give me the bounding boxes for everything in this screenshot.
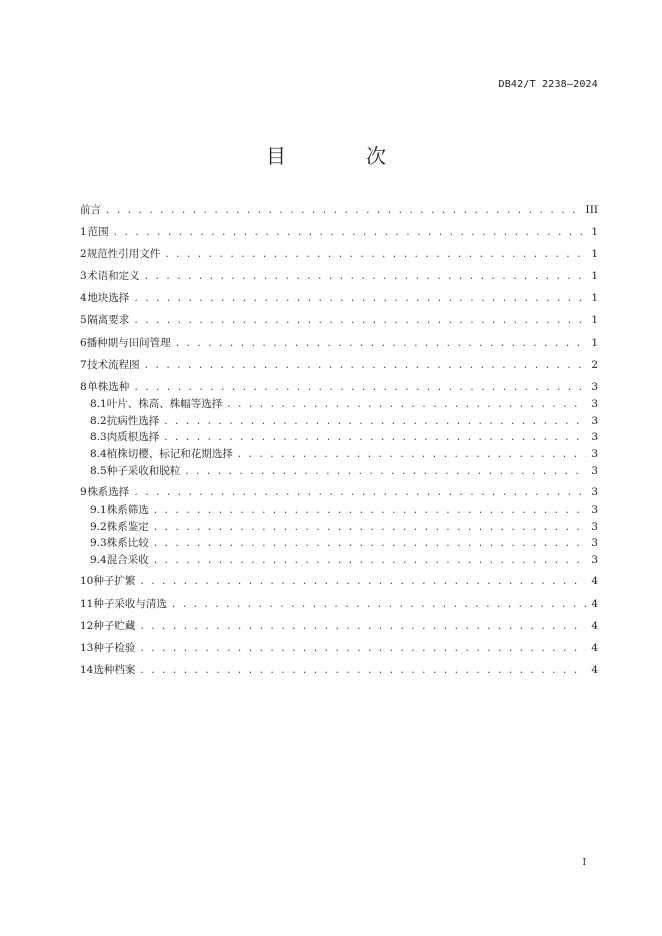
toc-subentry[interactable] (90, 396, 598, 410)
toc-label: 种子检验 (93, 642, 136, 654)
toc-entry[interactable] (80, 618, 598, 632)
toc-entry[interactable] (80, 335, 598, 349)
toc-leader-dots (226, 400, 586, 410)
toc-label: 株系比较 (106, 537, 149, 549)
toc-leader-dots (139, 666, 586, 676)
toc-leader-dots (153, 539, 586, 549)
toc-label: 种子采收和脱粒 (106, 465, 181, 477)
toc-label: 种子扩繁 (93, 575, 136, 587)
document-code: DB42/T 2238—2024 (498, 79, 598, 90)
toc-number: 2 (80, 248, 87, 260)
toc-page: 3 (591, 431, 598, 443)
toc-page: 3 (591, 398, 598, 410)
page-title: 目 次 (266, 144, 416, 168)
toc-page: 3 (591, 537, 598, 549)
toc-label: 植株切樱、标记和花期选择 (106, 448, 233, 460)
toc-entry[interactable] (80, 357, 598, 371)
toc-leader-dots (175, 339, 586, 349)
toc-page: 4 (591, 598, 598, 610)
toc-leader-dots (133, 294, 586, 304)
toc-page: 3 (591, 554, 598, 566)
toc-subentry[interactable] (90, 413, 598, 427)
toc-page: 4 (591, 620, 598, 632)
toc-page: 3 (591, 465, 598, 477)
toc-subentry[interactable] (90, 446, 598, 460)
toc-number: 8.1 (90, 398, 107, 410)
toc-page: 4 (591, 664, 598, 676)
toc-page: 1 (591, 270, 598, 282)
toc-leader-dots (153, 523, 586, 533)
toc-entry[interactable] (80, 224, 598, 238)
toc-number: 6 (80, 337, 87, 349)
toc-entry[interactable] (80, 662, 598, 676)
toc-subentry[interactable] (90, 502, 598, 516)
toc-number: 14 (80, 664, 94, 676)
toc-leader-dots (144, 361, 586, 371)
toc-page: 3 (591, 486, 598, 498)
toc-entry[interactable] (80, 640, 598, 654)
toc-number: 8.5 (90, 465, 107, 477)
toc-leader-dots (144, 272, 586, 282)
toc-number: 12 (80, 620, 94, 632)
toc-entry[interactable] (80, 312, 598, 326)
toc-leader-dots (171, 600, 586, 610)
toc-number: 8.4 (90, 448, 107, 460)
toc-leader-dots (237, 450, 586, 460)
toc-label: 叶片、株高、株幅等选择 (106, 398, 223, 410)
toc-entry[interactable] (80, 268, 598, 282)
toc-subentry[interactable] (90, 463, 598, 477)
toc-page: 3 (591, 448, 598, 460)
toc-leader-dots (184, 467, 586, 477)
toc-number: 4 (80, 292, 87, 304)
toc-leader-dots (133, 383, 586, 393)
toc-number: 9 (80, 486, 87, 498)
toc-page: 3 (591, 504, 598, 516)
toc-page: 1 (591, 337, 598, 349)
toc-number: 3 (80, 270, 87, 282)
toc-leader-dots (139, 644, 586, 654)
toc-label: 前言 (80, 204, 101, 216)
toc-page: III (585, 204, 598, 216)
toc-leader-dots (163, 417, 586, 427)
toc-label: 选种档案 (93, 664, 136, 676)
toc-label: 种子贮藏 (93, 620, 136, 632)
toc-number: 9.2 (90, 521, 107, 533)
toc-subentry[interactable] (90, 519, 598, 533)
toc-label: 种子采收与清选 (93, 598, 167, 610)
toc-entry[interactable] (80, 379, 598, 393)
toc-page: 2 (591, 359, 598, 371)
toc-entry[interactable] (80, 596, 598, 610)
toc-page: 4 (591, 575, 598, 587)
toc-page: 1 (591, 248, 598, 260)
toc-page: 1 (591, 314, 598, 326)
toc-label: 播种期与田间管理 (86, 337, 171, 349)
toc-page: 3 (591, 521, 598, 533)
toc-entry[interactable] (80, 290, 598, 304)
toc-label: 地块选择 (87, 292, 130, 304)
toc-label: 术语和定义 (87, 270, 140, 282)
toc-page: 3 (591, 415, 598, 427)
toc-leader-dots (105, 206, 582, 216)
toc-number: 8 (80, 381, 87, 393)
toc-subentry[interactable] (90, 535, 598, 549)
toc-number: 5 (80, 314, 87, 326)
toc-leader-dots (153, 556, 586, 566)
toc-subentry[interactable] (90, 552, 598, 566)
toc-label: 范围 (87, 226, 109, 238)
toc-leader-dots (133, 488, 586, 498)
toc-label: 抗病性选择 (106, 415, 160, 427)
toc-entry[interactable] (80, 573, 598, 587)
toc-label: 株系筛选 (106, 504, 149, 516)
toc-page: 3 (591, 381, 598, 393)
toc-label: 规范性引用文件 (86, 248, 161, 260)
page-number: I (582, 858, 586, 868)
toc-leader-dots (153, 506, 586, 516)
toc-leader-dots (164, 250, 586, 260)
toc-number: 8.3 (90, 431, 107, 443)
toc-number: 9.1 (90, 504, 107, 516)
toc-label: 肉质根选择 (106, 431, 160, 443)
toc-number: 1 (80, 226, 87, 238)
toc-page: 4 (591, 642, 598, 654)
toc-page: 1 (591, 226, 598, 238)
toc-number: 8.2 (90, 415, 107, 427)
toc-number: 11 (80, 598, 94, 610)
toc-number: 9.3 (90, 537, 107, 549)
toc-leader-dots (139, 622, 586, 632)
toc-number: 10 (80, 575, 94, 587)
toc-label: 株系鉴定 (106, 521, 149, 533)
toc-leader-dots (133, 316, 586, 326)
toc-label: 隔离要求 (87, 314, 130, 326)
toc-number: 13 (80, 642, 94, 654)
toc-subentry[interactable] (90, 429, 598, 443)
toc-label: 单株选种 (87, 381, 130, 393)
toc-number: 7 (80, 359, 87, 371)
toc-leader-dots (139, 577, 586, 587)
toc-leader-dots (163, 433, 586, 443)
toc-number: 9.4 (90, 554, 107, 566)
toc-label: 混合采收 (106, 554, 149, 566)
toc-page: 1 (591, 292, 598, 304)
toc-label: 技术流程图 (87, 359, 140, 371)
toc-entry[interactable] (80, 484, 598, 498)
toc-label: 株系选择 (87, 486, 130, 498)
toc-leader-dots (113, 228, 586, 238)
toc-entry-foreword[interactable] (80, 202, 598, 216)
toc-entry[interactable] (80, 246, 598, 260)
